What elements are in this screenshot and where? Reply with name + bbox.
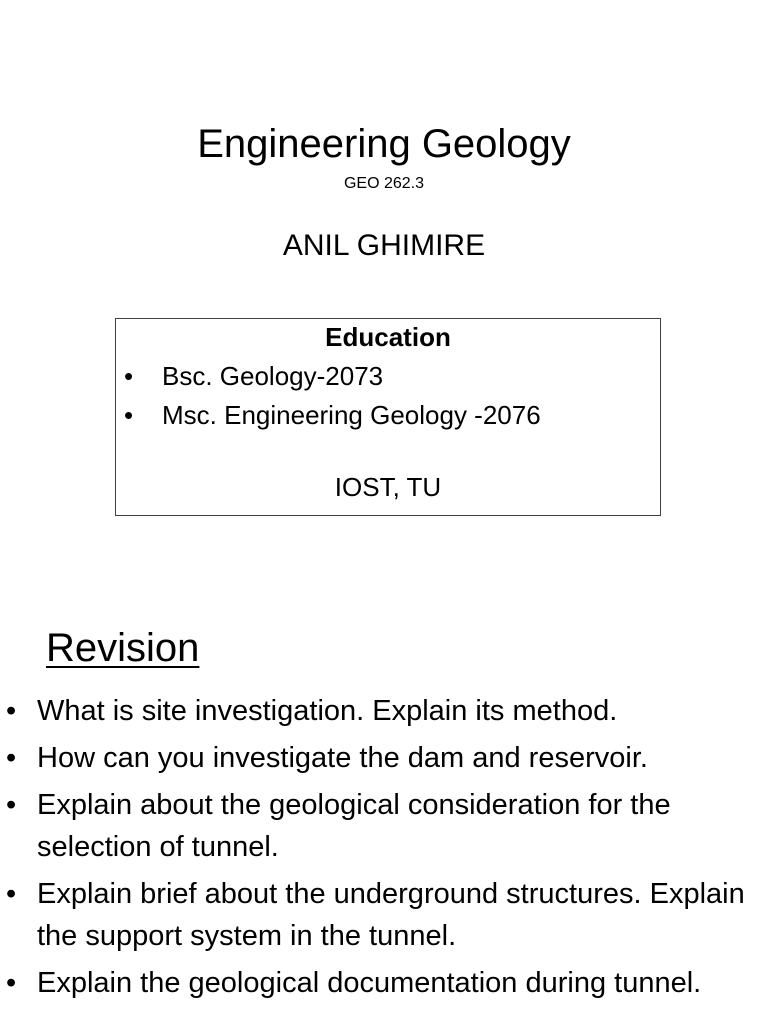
author-name: ANIL GHIMIRE — [282, 229, 486, 262]
course-code: GEO 262.3 — [343, 175, 425, 192]
revision-question — [0, 784, 760, 868]
education-item — [116, 357, 660, 396]
revision-question-text: Explain the geological documentation during tunnel. — [37, 967, 702, 999]
education-heading: Education — [325, 322, 451, 352]
bullet-icon: • — [6, 967, 17, 999]
bullet-icon: • — [6, 789, 17, 821]
revision-question — [0, 737, 760, 779]
bullet-icon: • — [6, 742, 17, 774]
revision-question-text: Explain brief about the underground structures. Explain the support system in the tunnel. — [37, 878, 745, 952]
bullet-icon: • — [124, 361, 134, 391]
bullet-icon: • — [124, 400, 134, 430]
education-item-text: Msc. Engineering Geology -2076 — [162, 400, 541, 430]
education-box — [115, 318, 661, 516]
education-list — [116, 357, 660, 435]
bullet-icon: • — [6, 695, 17, 727]
education-institution: IOST, TU — [334, 472, 442, 502]
revision-question — [0, 690, 760, 732]
revision-question-text: What is site investigation. Explain its method. — [37, 695, 618, 727]
revision-title: Revision — [46, 626, 200, 670]
slide-title: Engineering Geology — [197, 122, 571, 166]
education-item — [116, 396, 660, 435]
revision-question-text: How can you investigate the dam and reservoir. — [37, 742, 648, 774]
education-item-text: Bsc. Geology-2073 — [162, 361, 384, 391]
revision-slide — [0, 580, 768, 1024]
revision-question-text: Explain about the geological consideration for the selection of tunnel. — [37, 789, 671, 863]
revision-question — [0, 962, 760, 1004]
revision-question-list — [0, 690, 760, 1009]
bullet-icon: • — [6, 878, 17, 910]
revision-question — [0, 873, 760, 957]
